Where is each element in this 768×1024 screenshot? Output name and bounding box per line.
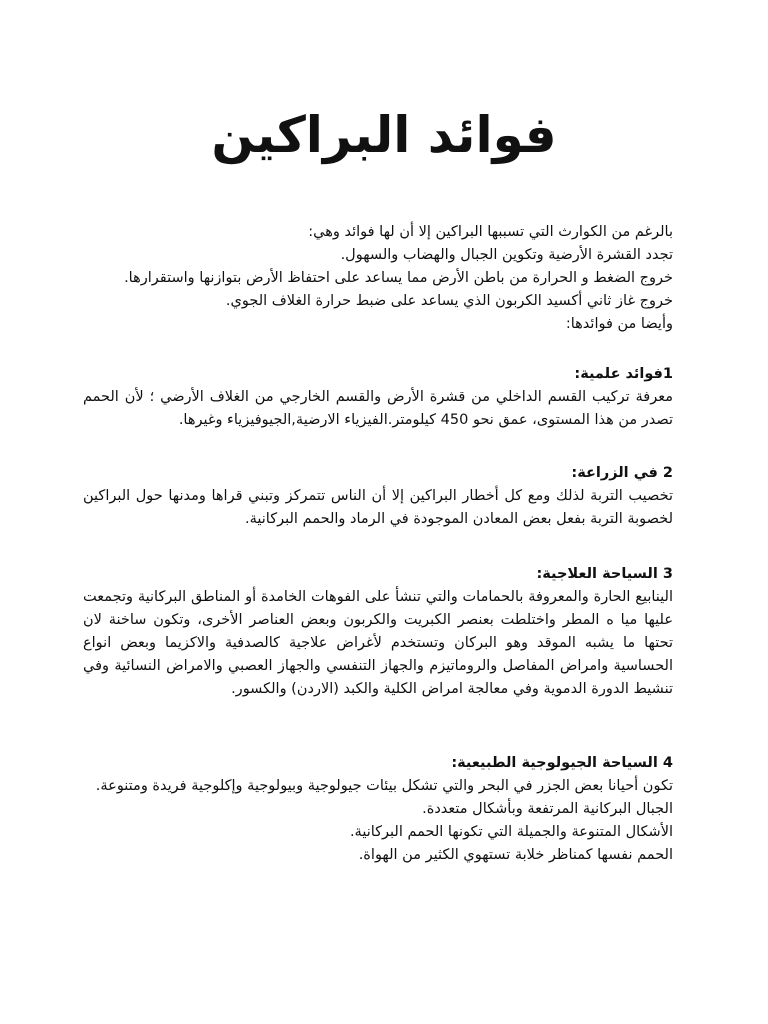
intro-line: وأيضا من فوائدها: [565, 316, 673, 332]
section-heading: 2 في الزراعة: [571, 465, 673, 481]
section-text: الينابيع الحارة والمعروفة بالحمامات والتي تنشأ على الفوهات الخامدة أو المناطق البركانية وتجمعت عليها ميا ه المطر واختلطت بعنصر الكبريت والكربون وبعض العناصر الأخرى، وتكون ساخنة لان تحتها ما يشبه الموقد وهو البركان وتستخدم لأغراض علاجية كالصدفية والاكزيما وبعض انواع الحساسية وامراض المفاصل والروماتيزم والجهاز التنفسي والجهاز العصبي والامراض النسائية وفي تنشيط الدورة الدموية وفي معالجة امراض الكلية والكبد (الاردن) والكسور. [83, 589, 673, 697]
intro-line: خروج غاز ثاني أكسيد الكربون الذي يساعد على ضبط حرارة الغلاف الجوي. [225, 293, 673, 309]
section-agriculture [83, 462, 673, 531]
intro-section [83, 221, 673, 336]
section-text: تخصيب التربة لذلك ومع كل أخطار البراكين إلا أن الناس تتمركز وتبني قراها ومدنها حول البراكين لخصوبة التربة بفعل بعض المعادن الموجودة في الرماد والحمم البركانية. [83, 488, 673, 527]
section-heading: 3 السياحة العلاجية: [536, 566, 673, 582]
page-title: فوائد البراكين [211, 106, 557, 164]
section-heading: 1فوائد علمية: [574, 366, 673, 382]
section-scientific-benefits [83, 363, 673, 432]
section-heading: 4 السياحة الجيولوجية الطبيعية: [451, 755, 673, 771]
section-line: تكون أحيانا بعض الجزر في البحر والتي تشكل بيئات جيولوجية وبيولوجية وإكلوجية فريدة ومتنوعة. [95, 778, 673, 794]
section-line: الجبال البركانية المرتفعة وبأشكال متعددة. [422, 801, 673, 817]
section-line: الأشكال المتنوعة والجميلة التي تكونها الحمم البركانية. [349, 824, 673, 840]
section-line: الحمم نفسها كمناظر خلابة تستهوي الكثير من الهواة. [358, 847, 673, 863]
section-text: معرفة تركيب القسم الداخلي من قشرة الأرض والقسم الخارجي من الغلاف الأرضي ؛ لأن الحمم تصدر من هذا المستوى، عمق نحو 450 كيلومتر.الفيزياء الارضية,الجيوفيزياء وغيرها. [83, 389, 673, 428]
intro-line: خروج الضغط و الحرارة من باطن الأرض مما يساعد على احتفاظ الأرض بتوازنها واستقرارها. [124, 270, 673, 286]
section-geological-tourism [83, 752, 673, 867]
section-therapeutic-tourism [83, 563, 673, 701]
intro-line: بالرغم من الكوارث التي تسببها البراكين إلا أن لها فوائد وهي: [308, 224, 673, 240]
intro-line: تجدد القشرة الأرضية وتكوين الجبال والهضاب والسهول. [340, 247, 673, 263]
